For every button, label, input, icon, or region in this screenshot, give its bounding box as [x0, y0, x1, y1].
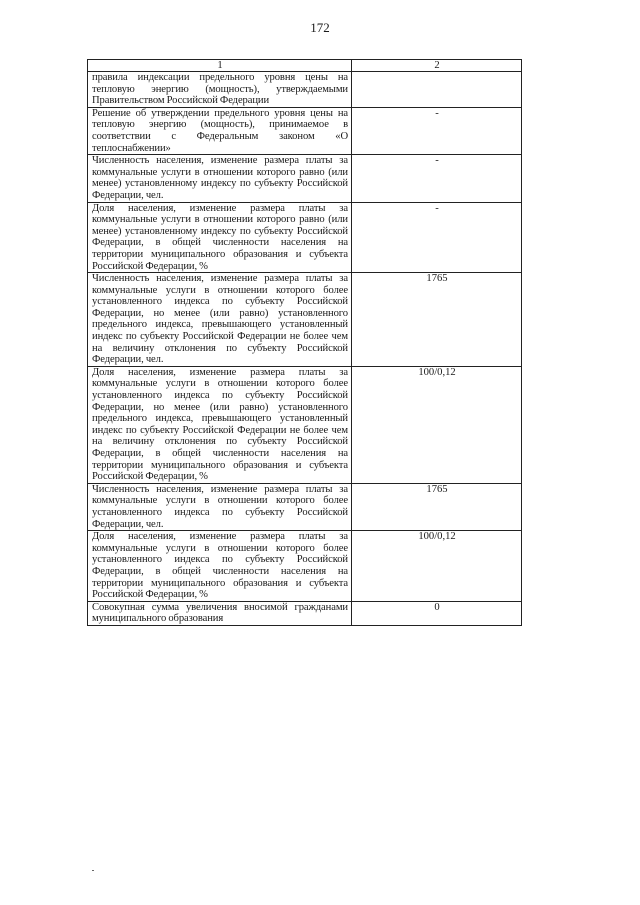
table-row: [88, 107, 522, 154]
row-value: [352, 72, 522, 108]
row-description: Доля населения, изменение размера платы за коммунальные услуги в отношении которого более установленного индекса по субъекту Российской Федерации, но менее (или равно) установленного предельного индекса, превышающего установленный индекс по субъекту Российской Федерации не более чем на величину отклонения по субъекту Российской Федерации, в общей численности населения на территории муниципального образования и субъекта Российской Федерации, %: [88, 366, 352, 483]
table-row: [88, 601, 522, 625]
row-description: Численность населения, изменение размера платы за коммунальные услуги в отношении которого более установленного индекса по субъекту Российской Федерации, но менее (или равно) установленного предельного индекса, превышающего установленный индекс по субъекту Российской Федерации не более чем на величину отклонения по субъекту Российской Федерации, чел.: [88, 273, 352, 367]
page-number: 172: [310, 20, 330, 35]
row-value: 1765: [352, 273, 522, 367]
scan-speck: [92, 870, 94, 871]
table-row: [88, 202, 522, 273]
row-value: -: [352, 107, 522, 154]
row-description: Совокупная сумма увеличения вносимой гражданами муниципального образования: [88, 601, 352, 625]
row-description: Численность населения, изменение размера платы за коммунальные услуги в отношении которого равно (или менее) установленному индексу по субъекту Российской Федерации, чел.: [88, 155, 352, 202]
row-description: Численность населения, изменение размера платы за коммунальные услуги в отношении которого более установленного индекса по субъекту Российской Федерации, чел.: [88, 483, 352, 530]
column-header-1: 1: [88, 60, 352, 72]
row-value: 1765: [352, 483, 522, 530]
row-description: Решение об утверждении предельного уровня цены на тепловую энергию (мощность), принимаемое в соответствии с Федеральным законом «О теплоснабжении»: [88, 107, 352, 154]
table-row: [88, 531, 522, 602]
row-description: правила индексации предельного уровня цены на тепловую энергию (мощность), утверждаемыми Правительством Российской Федерации: [88, 72, 352, 108]
table-row: [88, 483, 522, 530]
row-value: -: [352, 202, 522, 273]
row-value: 0: [352, 601, 522, 625]
table-row: [88, 72, 522, 108]
row-description: Доля населения, изменение размера платы за коммунальные услуги в отношении которого равно (или менее) установленному индексу по субъекту Российской Федерации, в общей численности населения на территории муниципального образования и субъекта Российской Федерации, %: [88, 202, 352, 273]
table-header-row: [88, 60, 522, 72]
table-row: [88, 273, 522, 367]
column-header-2: 2: [352, 60, 522, 72]
table-row: [88, 366, 522, 483]
row-value: 100/0,12: [352, 531, 522, 602]
row-value: 100/0,12: [352, 366, 522, 483]
table-row: [88, 155, 522, 202]
row-description: Доля населения, изменение размера платы за коммунальные услуги в отношении которого более установленного индекса по субъекту Российской Федерации, в общей численности населения на территории муниципального образования и субъекта Российской Федерации, %: [88, 531, 352, 602]
data-table: [87, 59, 522, 626]
row-value: -: [352, 155, 522, 202]
